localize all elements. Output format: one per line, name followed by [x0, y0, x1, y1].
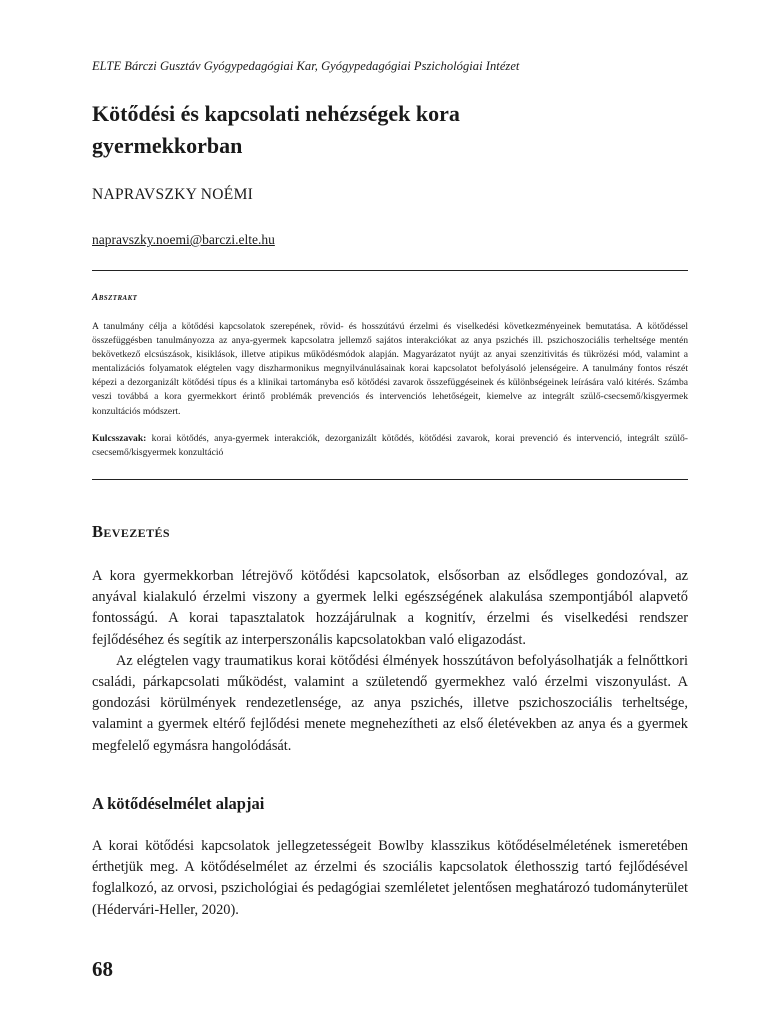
divider-top: [92, 270, 688, 271]
paper-page: [92, 0, 688, 1024]
author-name: NAPRAVSZKY NOÉMI: [92, 186, 254, 203]
section-heading-attachment-theory: A kötődéselmélet alapjai: [92, 794, 265, 813]
paragraph: A kora gyermekkorban létrejövő kötődési kapcsolatok, elsősorban az elsődleges gondozóval, az anyával kialakuló érzelmi viszony a gyermek lelki egészségének alakulása szempontjából alapvető fontosságú. A korai tapasztalatok hozzájárulnak a kognitív, érzelmi és viselkedési rendszer fejlődéséhez és segítik az interperszonális kapcsolatokban való eligazodást.: [92, 568, 688, 648]
keywords-label: Kulcsszavak:: [92, 433, 147, 444]
article-title: Kötődési és kapcsolati nehézségek kora gyermekkorban: [92, 101, 460, 158]
abstract-text: A tanulmány célja a kötődési kapcsolatok szerepének, rövid- és hosszútávú érzelmi és viselkedési következményeinek bemutatása. A kötődéssel összefüggésben tanulmányozza az anya-gyermek kapcsolatra jellemző sajátos interakciókat az anya pszichés ill. pszichoszociális terheltsége mentén bekövetkező elcsúszások, kisiklások, illetve atipikus működésmódok alapján. Magyarázatot nyújt az anyai szenzitivitás és tükrözési mód, valamint a mentalizációs folyamatok elégtelen vagy diszharmonikus megnyilvánulásainak korai kapcsolatot befolyásoló jelenségeire. A tanulmány fontos részét képezi a dezorganizált kötődési típus és a klinikai tartományba eső kötődési zavarok összefüggéseinek és különbségeinek leírására való kitérés. Számba veszi továbbá a kora gyermekkort érintő problémák prevenciós és intervenciós lehetőségeit, kiemelve az integrált szülő-csecsemő/kisgyermek konzultációs módszert.: [92, 321, 688, 417]
abstract-heading: Absztrakt: [92, 293, 138, 303]
keywords: [92, 432, 688, 460]
divider-bottom: [92, 479, 688, 480]
paragraph: Az elégtelen vagy traumatikus korai kötődési élmények hosszútávon befolyásolhatják a felnőttkori családi, párkapcsolati működést, valamint a születendő gyermekhez való érzelmi viszonyulást. A gondozási körülmények rendezetlensége, az anya pszichés, illetve pszichoszociális terheltsége, valamint a gyermek eltérő fejlődési menete megnehezítheti az első életévekben az anya és a gyermek megfelelő egymásra hangolódását.: [92, 652, 688, 754]
running-head: ELTE Bárczi Gusztáv Gyógypedagógiai Kar, Gyógypedagógiai Pszichológiai Intézet: [92, 59, 520, 73]
author-email-link[interactable]: napravszky.noemi@barczi.elte.hu: [92, 232, 275, 247]
section-attachment-theory-body: [92, 836, 688, 921]
keywords-text: korai kötődés, anya-gyermek interakciók, dezorganizált kötődés, kötődési zavarok, korai prevenció és intervenció, integrált szülő-csecsemő/kisgyermek konzultáció: [92, 433, 688, 459]
section-heading-introduction: Bevezetés: [92, 522, 170, 541]
page-number: 68: [92, 957, 113, 981]
section-introduction-body: [92, 566, 688, 757]
paragraph: A korai kötődési kapcsolatok jellegzetességeit Bowlby klasszikus kötődéselméletének ismeretében érthetjük meg. A kötődéselmélet az érzelmi és szociális kapcsolatok élethosszig tartó fejlődésével foglalkozó, az orvosi, pszichológiai és pedagógiai szemléletet jelentősen meghatározó tudományterület (Hédervári-Heller, 2020).: [92, 838, 688, 918]
